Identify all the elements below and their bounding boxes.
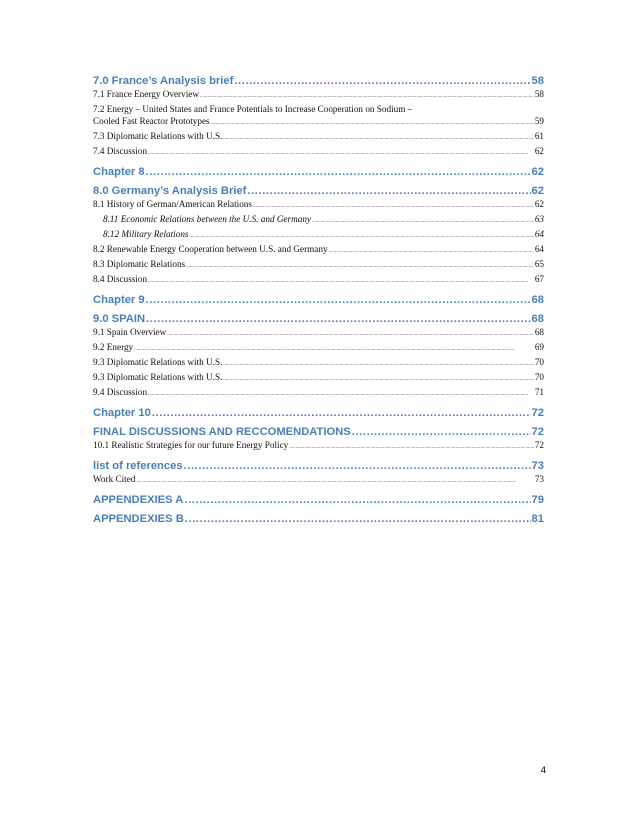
toc-entry-title: 9.1 Spain Overview	[93, 327, 167, 337]
toc-entry-title: 9.3 Diplomatic Relations with U.S.	[93, 357, 223, 367]
toc-entry[interactable]	[93, 184, 544, 198]
dot-leader	[148, 148, 534, 160]
toc-entry[interactable]	[93, 341, 544, 356]
toc-entry[interactable]	[93, 74, 544, 88]
toc-entry-page: 70	[534, 372, 544, 382]
toc-entry[interactable]	[93, 356, 544, 371]
dot-leader	[146, 312, 531, 326]
toc-entry-page: 62	[531, 166, 544, 178]
toc-entry-page: 72	[531, 426, 544, 438]
toc-entry-title: 9.4 Discussion	[93, 387, 148, 397]
toc-entry-page: 73	[534, 474, 544, 484]
toc-entry-page: 58	[534, 89, 544, 99]
dot-leader	[200, 91, 534, 103]
toc-entry[interactable]	[93, 293, 544, 307]
dot-leader	[234, 74, 530, 88]
toc-entry-page: 64	[534, 244, 544, 254]
toc-entry-title: 8.1 History of German/American Relations	[93, 199, 252, 209]
dot-leader	[223, 359, 533, 371]
dot-leader	[148, 276, 534, 288]
toc-entry[interactable]	[93, 439, 544, 454]
toc-entry[interactable]	[93, 406, 544, 420]
toc-entry-title: 9.3 Diplomatic Relations with U.S.	[93, 372, 223, 382]
toc-entry-page: 62	[531, 185, 544, 197]
dot-leader	[184, 459, 531, 473]
toc-entry-title: 7.0 France’s Analysis brief	[93, 75, 234, 87]
dot-leader	[134, 344, 534, 356]
dot-leader	[152, 406, 531, 420]
toc-entry-page: 62	[534, 199, 544, 209]
toc-entry[interactable]	[93, 312, 544, 326]
toc-entry[interactable]	[93, 145, 544, 160]
toc-entry-title: 7.1 France Energy Overview	[93, 89, 199, 99]
dot-leader	[186, 261, 534, 273]
dot-leader	[223, 374, 533, 386]
toc-entry[interactable]	[93, 425, 544, 439]
toc-entry[interactable]	[93, 459, 544, 473]
dot-leader	[329, 246, 534, 258]
dot-leader	[184, 493, 530, 507]
toc-entry-page: 81	[531, 513, 544, 525]
dot-leader	[253, 201, 534, 213]
toc-entry-page: 70	[534, 357, 544, 367]
toc-entry-page: 68	[534, 327, 544, 337]
toc-entry[interactable]	[93, 213, 544, 228]
dot-leader	[146, 293, 531, 307]
toc-entry-title: 8.2 Renewable Energy Cooperation between U.S. and Germany	[93, 244, 328, 254]
dot-leader	[352, 425, 531, 439]
toc-entry-page: 59	[534, 116, 544, 126]
toc-entry-title: APPENDEXIES A	[93, 494, 184, 506]
toc-entry-page: 71	[534, 387, 544, 397]
toc-entry-title: Chapter 9	[93, 294, 145, 306]
toc-entry[interactable]	[93, 243, 544, 258]
toc-entry-title: 8.12 Military Relations	[103, 229, 189, 239]
toc-entry[interactable]	[93, 512, 544, 526]
toc-entry-page: 58	[531, 75, 544, 87]
toc-entry[interactable]	[93, 130, 544, 145]
toc-entry-title: 9.0 SPAIN	[93, 313, 146, 325]
toc-entry-title: 7.4 Discussion	[93, 146, 148, 156]
dot-leader	[146, 165, 531, 179]
toc-entry-page: 65	[534, 259, 544, 269]
toc-entry-title: 7.3 Diplomatic Relations with U.S.	[93, 131, 223, 141]
toc-entry-title: 8.4 Discussion	[93, 274, 148, 284]
toc-entry-title-line[interactable]: 7.2 Energy – United States and France Potentials to Increase Cooperation on Sodium –	[93, 104, 413, 114]
toc-entry-page: 64	[534, 229, 544, 239]
toc-entry-title: 10.1 Realistic Strategies for our future Energy Policy	[93, 440, 289, 450]
dot-leader	[312, 216, 534, 228]
toc-entry[interactable]	[93, 115, 544, 130]
toc-entry-page: 67	[534, 274, 544, 284]
toc-entry-page: 73	[531, 460, 544, 472]
toc-entry[interactable]	[93, 326, 544, 341]
toc-entry[interactable]	[93, 165, 544, 179]
dot-leader	[167, 329, 534, 341]
toc-entry-page: 68	[531, 294, 544, 306]
toc-entry-title: Work Cited	[93, 474, 136, 484]
toc-entry-title: 8.3 Diplomatic Relations	[93, 259, 186, 269]
toc-entry-title: Chapter 10	[93, 407, 151, 419]
dot-leader	[223, 133, 533, 145]
toc-entry-title: FINAL DISCUSSIONS AND RECCOMENDATIONS	[93, 426, 351, 438]
toc-entry[interactable]	[93, 386, 544, 401]
toc-entry-page: 79	[531, 494, 544, 506]
toc-entry-page: 68	[531, 313, 544, 325]
toc-entry-page: 69	[534, 342, 544, 352]
table-of-contents	[93, 74, 544, 526]
toc-entry[interactable]	[93, 473, 544, 488]
toc-entry[interactable]	[93, 88, 544, 103]
toc-entry-page: 63	[534, 214, 544, 224]
dot-leader	[185, 512, 531, 526]
toc-entry-title: APPENDEXIES B	[93, 513, 184, 525]
dot-leader	[148, 389, 534, 401]
toc-entry[interactable]	[93, 258, 544, 273]
toc-entry[interactable]	[93, 273, 544, 288]
dot-leader	[247, 184, 530, 198]
toc-entry-page: 61	[534, 131, 544, 141]
toc-entry-page: 62	[534, 146, 544, 156]
toc-entry-title: Cooled Fast Reactor Prototypes	[93, 116, 210, 126]
toc-entry-title: Chapter 8	[93, 166, 145, 178]
toc-entry-title: 8.0 Germany’s Analysis Brief	[93, 185, 247, 197]
toc-entry-page: 72	[531, 407, 544, 419]
toc-entry-title: 9.2 Energy	[93, 342, 134, 352]
toc-entry[interactable]	[93, 493, 544, 507]
toc-entry-title: 8.11 Economic Relations between the U.S. and Germany	[103, 214, 312, 224]
toc-entry[interactable]	[93, 228, 544, 243]
dot-leader	[190, 231, 534, 243]
toc-entry-page: 72	[534, 440, 544, 450]
dot-leader	[211, 118, 534, 130]
toc-entry[interactable]	[93, 198, 544, 213]
dot-leader	[136, 476, 533, 488]
dot-leader	[289, 442, 534, 454]
toc-entry-title: list of references	[93, 460, 183, 472]
toc-entry[interactable]	[93, 371, 544, 386]
page-number: 4	[540, 765, 546, 776]
